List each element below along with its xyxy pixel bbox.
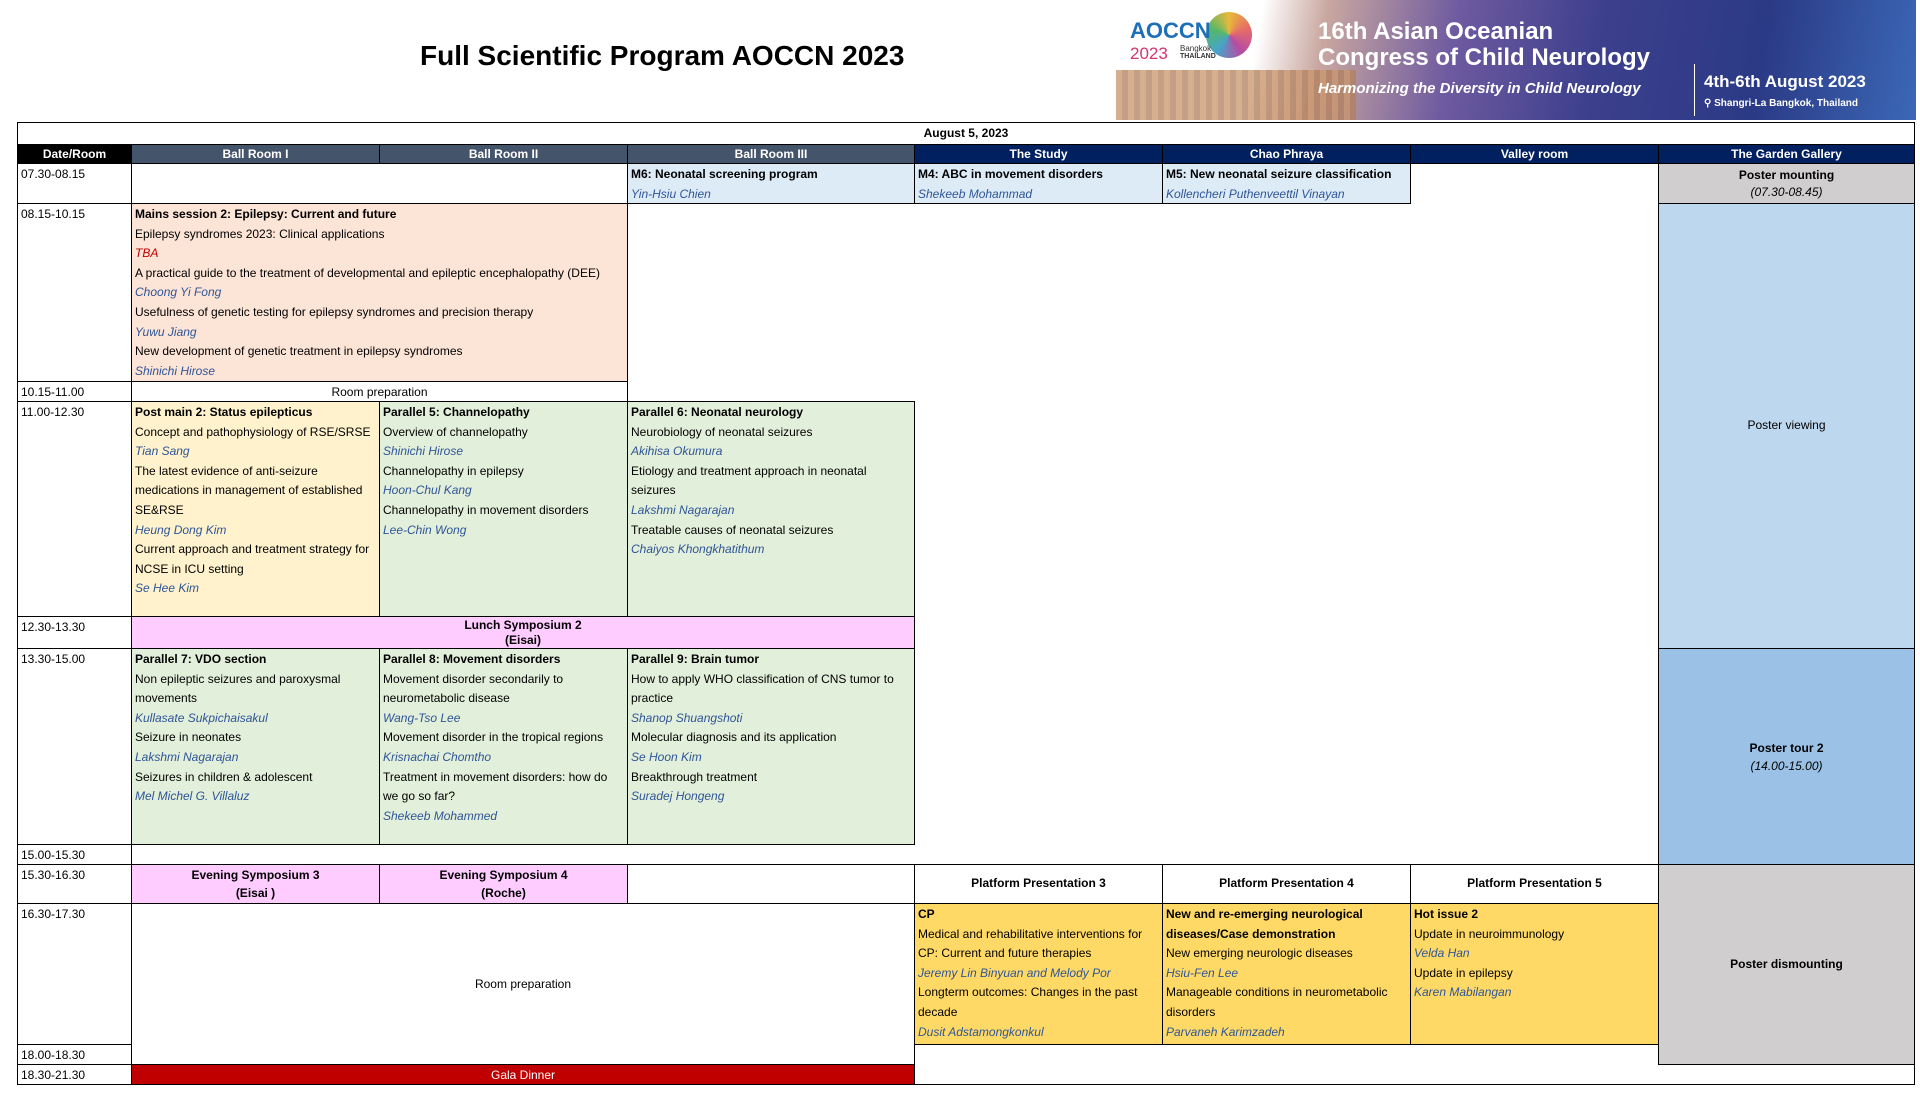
talk-title: Concept and pathophysiology of RSE/SRSE — [135, 424, 371, 439]
speaker: Se Hee Kim — [135, 581, 200, 596]
session-title: Evening Symposium 3 — [191, 868, 320, 882]
time-slot: 18.00-18.30 — [17, 1044, 132, 1065]
talk-title: Overview of channelopathy — [383, 424, 528, 439]
speaker: Lakshmi Nagarajan — [135, 749, 239, 764]
poster-dismounting[interactable]: Poster dismounting — [1658, 864, 1915, 1065]
session-parallel-9[interactable] — [627, 648, 915, 845]
session-m4[interactable] — [914, 163, 1163, 204]
logo-city: Bangkok — [1180, 44, 1212, 53]
sponsor: (Eisai) — [504, 632, 541, 647]
talk-title: Neurobiology of neonatal seizures — [631, 424, 813, 439]
talk-title: Channelopathy in epilepsy — [383, 463, 524, 478]
session-title: Parallel 6: Neonatal neurology — [631, 405, 804, 419]
speaker: Lee-Chin Wong — [383, 522, 467, 537]
time-slot: 07.30-08.15 — [17, 163, 132, 204]
poster-viewing[interactable]: Poster viewing — [1658, 203, 1915, 649]
time-slot: 12.30-13.30 — [17, 616, 132, 649]
speaker: Wang-Tso Lee — [383, 710, 461, 725]
talk-title: Usefulness of genetic testing for epilepsy syndromes and precision therapy — [135, 304, 534, 319]
session-title: Parallel 9: Brain tumor — [631, 652, 760, 666]
venue-text: Shangri-La Bangkok, Thailand — [1714, 98, 1859, 109]
header-date-room: Date/Room — [17, 144, 132, 164]
break-band — [131, 844, 915, 865]
speaker: Shinichi Hirose — [383, 444, 464, 459]
speaker: Yin-Hsiu Chien — [631, 186, 711, 201]
logo-year: 2023 — [1130, 44, 1168, 63]
talk-title: Non epileptic seizures and paroxysmal movements — [135, 671, 341, 706]
speaker: Karen Mabilangan — [1414, 985, 1512, 1000]
speaker: Yuwu Jiang — [135, 324, 197, 339]
session-gala-dinner[interactable]: Gala Dinner — [131, 1064, 915, 1085]
session-parallel-6[interactable] — [627, 401, 915, 617]
time-slot: 18.30-21.30 — [17, 1064, 132, 1085]
speaker: Hoon-Chul Kang — [383, 483, 472, 498]
speaker: Chaiyos Khongkhatithum — [631, 542, 765, 557]
speaker: Tian Sang — [135, 444, 190, 459]
poster-title: Poster mounting — [1738, 167, 1835, 182]
session-lunch-symposium-2[interactable] — [131, 616, 915, 649]
talk-title: Update in epilepsy — [1414, 965, 1513, 980]
speaker: Heung Dong Kim — [135, 522, 227, 537]
speaker: Parvaneh Karimzadeh — [1166, 1024, 1285, 1039]
talk-title: Movement disorder in the tropical regions — [383, 730, 604, 745]
session-hot-issue-2[interactable] — [1410, 903, 1659, 1045]
talk-title: A practical guide to the treatment of developmental and epileptic encephalopathy (DEE) — [135, 265, 600, 280]
talk-title: Molecular diagnosis and its application — [631, 730, 837, 745]
sponsor: (Roche) — [481, 886, 526, 900]
talk-title: Longterm outcomes: Changes in the past decade — [918, 985, 1138, 1019]
session-m5[interactable] — [1162, 163, 1411, 204]
session-main-2[interactable] — [131, 203, 628, 382]
session-title: Parallel 7: VDO section — [135, 652, 267, 666]
header-the-study: The Study — [914, 144, 1163, 164]
congress-banner — [1116, 0, 1916, 120]
header-ballroom-2: Ball Room II — [379, 144, 628, 164]
room-preparation: Room preparation — [131, 381, 628, 402]
banner-line-2: Congress of Child Neurology — [1318, 44, 1651, 71]
poster-title: Poster tour 2 — [1749, 740, 1824, 755]
sponsor: (Eisai ) — [235, 886, 276, 900]
platform-presentation-3-header: Platform Presentation 3 — [914, 864, 1163, 904]
speaker: Kullasate Sukpichaisakul — [135, 710, 268, 725]
session-title: Evening Symposium 4 — [439, 868, 568, 882]
speaker: Krisnachai Chomtho — [383, 749, 492, 764]
header-chao-phraya: Chao Phraya — [1162, 144, 1411, 164]
talk-title: New emerging neurologic diseases — [1166, 946, 1353, 961]
session-title: M5: New neonatal seizure classification — [1166, 167, 1392, 181]
location-pin-icon: ⚲ — [1704, 98, 1715, 109]
speaker: Dusit Adstamongkonkul — [918, 1024, 1044, 1039]
speaker: Se Hoon Kim — [631, 749, 702, 764]
header-ballroom-1: Ball Room I — [131, 144, 380, 164]
talk-title: How to apply WHO classification of CNS tumor to practice — [631, 671, 894, 706]
poster-tour-2[interactable] — [1658, 648, 1915, 865]
talk-title: Medical and rehabilitative interventions for CP: Current and future therapies — [918, 926, 1143, 961]
banner-line-1: 16th Asian Oceanian — [1318, 18, 1554, 45]
speaker: Hsiu-Fen Lee — [1166, 965, 1239, 980]
talk-title: Movement disorder secondarily to neurometabolic disease — [383, 671, 564, 706]
talk-title: Channelopathy in movement disorders — [383, 502, 589, 517]
speaker: Shanop Shuangshoti — [631, 710, 743, 725]
banner-dates: 4th-6th August 2023 — [1704, 72, 1866, 91]
talk-title: Seizures in children & adolescent — [135, 769, 313, 784]
speaker: Mel Michel G. Villaluz — [135, 789, 250, 804]
session-m6[interactable] — [627, 163, 915, 204]
session-title: Post main 2: Status epilepticus — [135, 405, 313, 419]
session-title: M4: ABC in movement disorders — [918, 167, 1103, 181]
speaker: Kollencheri Puthenveettil Vinayan — [1166, 186, 1345, 201]
date-heading: August 5, 2023 — [17, 122, 1915, 145]
speaker: Shekeeb Mohammad — [918, 186, 1033, 201]
speaker: Velda Han — [1414, 946, 1470, 961]
platform-presentation-5-header: Platform Presentation 5 — [1410, 864, 1659, 904]
talk-title: Epilepsy syndromes 2023: Clinical applications — [135, 226, 385, 241]
speaker: TBA — [135, 246, 159, 261]
time-slot: 08.15-10.15 — [17, 203, 132, 382]
header-ballroom-3: Ball Room III — [627, 144, 915, 164]
time-slot: 16.30-17.30 — [17, 903, 132, 1045]
speaker: Choong Yi Fong — [135, 285, 222, 300]
speaker: Shinichi Hirose — [135, 363, 216, 378]
session-title: Mains session 2: Epilepsy: Current and future — [135, 207, 397, 221]
talk-title: Update in neuroimmunology — [1414, 926, 1565, 941]
brain-logo-icon — [1206, 12, 1252, 58]
poster-time: (14.00-15.00) — [1750, 758, 1823, 773]
speaker: Suradej Hongeng — [631, 789, 725, 804]
session-evening-symposium-4[interactable] — [379, 864, 628, 904]
poster-mounting[interactable] — [1658, 163, 1915, 204]
banner-tagline: Harmonizing the Diversity in Child Neurology — [1318, 80, 1641, 97]
time-slot: 15.30-16.30 — [17, 864, 132, 904]
session-title: M6: Neonatal screening program — [631, 167, 818, 181]
header-garden-gallery: The Garden Gallery — [1658, 144, 1915, 164]
talk-title: Breakthrough treatment — [631, 769, 758, 784]
time-slot: 11.00-12.30 — [17, 401, 132, 617]
talk-title: Manageable conditions in neurometabolic disorders — [1166, 985, 1388, 1019]
session-new-emerging-diseases[interactable] — [1162, 903, 1411, 1045]
session-parallel-8[interactable] — [379, 648, 628, 845]
poster-time: (07.30-08.45) — [1750, 184, 1823, 199]
header-valley-room: Valley room — [1410, 144, 1659, 164]
session-title: New and re-emerging neurological diseases/Case demonstration — [1166, 907, 1363, 941]
talk-title: The latest evidence of anti-seizure medications in management of established SE&RSE — [135, 463, 363, 517]
banner-divider — [1694, 64, 1695, 116]
room-preparation: Room preparation — [131, 903, 915, 1065]
session-post-main-2[interactable] — [131, 401, 380, 617]
session-parallel-7[interactable] — [131, 648, 380, 845]
talk-title: Etiology and treatment approach in neonatal seizures — [631, 463, 867, 498]
speaker: Lakshmi Nagarajan — [631, 502, 735, 517]
banner-venue — [1704, 98, 1858, 109]
platform-presentation-4-header: Platform Presentation 4 — [1162, 864, 1411, 904]
talk-title: Current approach and treatment strategy for NCSE in ICU setting — [135, 542, 370, 576]
session-title: CP — [918, 907, 935, 921]
speaker: Jeremy Lin Binyuan and Melody Por — [918, 965, 1111, 980]
talk-title: Treatable causes of neonatal seizures — [631, 522, 834, 537]
session-title: Parallel 8: Movement disorders — [383, 652, 561, 666]
session-cp[interactable] — [914, 903, 1163, 1045]
page-title: Full Scientific Program AOCCN 2023 — [420, 40, 905, 71]
session-parallel-5[interactable] — [379, 401, 628, 617]
speaker: Akihisa Okumura — [631, 444, 723, 459]
time-slot: 15.00-15.30 — [17, 844, 132, 865]
talk-title: Seizure in neonates — [135, 730, 242, 745]
session-evening-symposium-3[interactable] — [131, 864, 380, 904]
talk-title: Treatment in movement disorders: how do we go so far? — [383, 769, 608, 804]
speaker: Shekeeb Mohammed — [383, 808, 498, 823]
time-slot: 10.15-11.00 — [17, 381, 132, 402]
session-title: Lunch Symposium 2 — [464, 617, 582, 632]
talk-title: New development of genetic treatment in epilepsy syndromes — [135, 344, 463, 359]
session-title: Hot issue 2 — [1414, 907, 1479, 921]
session-title: Parallel 5: Channelopathy — [383, 405, 530, 419]
time-slot: 13.30-15.00 — [17, 648, 132, 845]
logo-text: AOCCN — [1130, 18, 1211, 43]
logo-country: THAILAND — [1180, 53, 1216, 60]
